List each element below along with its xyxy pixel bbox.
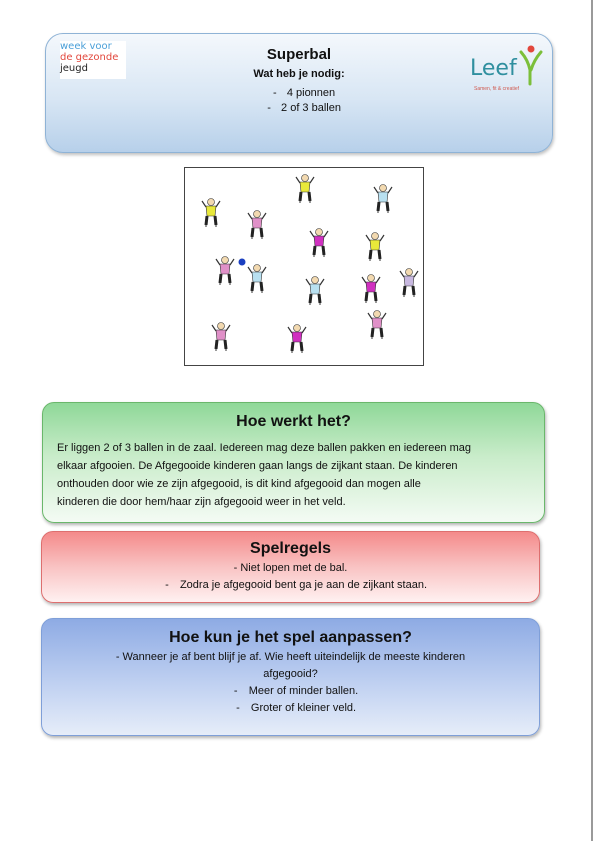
rules-list — [42, 560, 539, 594]
leef-figure-icon — [518, 44, 544, 86]
adapt-list — [42, 649, 539, 717]
leef-logo — [470, 44, 546, 94]
logo-line-2: de gezonde — [60, 52, 119, 63]
rule-item: - Niet lopen met de bal. — [233, 562, 348, 574]
adapt-item: - Meer of minder ballen. — [233, 685, 359, 697]
playing-field-illustration — [184, 167, 424, 366]
list-item: - 2 of 3 ballen — [267, 102, 341, 114]
rules-card — [41, 531, 540, 603]
adapt-title: Hoe kun je het spel aanpassen? — [169, 629, 412, 646]
needs-heading: Wat heb je nodig: — [253, 68, 345, 80]
leef-tagline: Samen, fit & creatief — [474, 86, 520, 92]
page-title: Superbal — [266, 46, 332, 63]
children-playing-icon — [185, 168, 425, 367]
adapt-card — [41, 618, 540, 736]
how-it-works-card — [42, 402, 545, 523]
adapt-item: - Groter of kleiner veld. — [236, 702, 357, 714]
text-line: onthouden door wie ze zijn afgegooid, is dit kind afgegooid dan mogen alle — [57, 478, 421, 490]
text-line: kinderen die door hem/haar zijn afgegooid weer in het veld. — [57, 496, 346, 508]
how-it-works-text — [57, 439, 532, 511]
list-item: - 4 pionnen — [272, 87, 336, 99]
rules-title: Spelregels — [250, 540, 331, 557]
how-it-works-title: Hoe werkt het? — [236, 413, 351, 430]
adapt-line: afgegooid? — [263, 668, 318, 680]
leef-logo-text: Leef — [470, 56, 517, 81]
rule-item: - Zodra je afgegooid bent ga je aan de zijkant staan. — [165, 579, 428, 591]
logo-line-1: week voor — [60, 41, 112, 52]
adapt-line: - Wanneer je af bent blijf je af. Wie heeft uiteindelijk de meeste kinderen — [115, 651, 466, 663]
header-card — [45, 33, 553, 153]
text-line: Er liggen 2 of 3 ballen in de zaal. Iedereen mag deze ballen pakken en iedereen mag — [57, 442, 472, 454]
logo-line-3: jeugd — [60, 63, 88, 74]
text-line: elkaar afgooien. De Afgegooide kinderen gaan langs de zijkant staan. De kinderen — [57, 460, 458, 472]
